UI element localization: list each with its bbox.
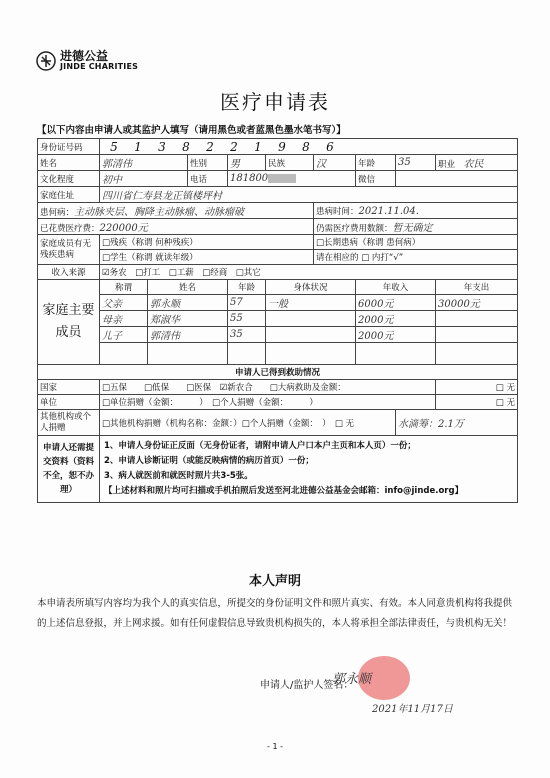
student-opt[interactable]: □学生（称谓 就读年级）: [100, 250, 314, 265]
application-table: [37, 138, 518, 503]
disabled-opt[interactable]: □残疾（称谓 何种残疾）: [100, 235, 314, 250]
name-value[interactable]: 郭清伟: [100, 155, 188, 171]
address-label: 家庭住址: [38, 187, 100, 203]
family-label: 家庭主要成员: [38, 280, 100, 365]
material-item: 1、申请人身份证正反面（无身份证者，请附申请人户口本户主页和本人页）一份；: [104, 441, 416, 451]
declaration-text: 本申请表所填写内容均为我个人的真实信息，所提交的身份证明文件和照片真实、有效。本人同意贵机构将我提供的上述信息登报，并上网求援。如有任何虚假信息导致贵机构损失的，本人将承担全部法律责任，与贵机构无关！: [37, 598, 513, 629]
aid-none[interactable]: □ 无: [436, 395, 518, 410]
family-row[interactable]: 母亲 郑淑华 55 2000元: [38, 311, 518, 327]
edu-value[interactable]: 初中: [100, 171, 188, 187]
gender-label: 性别: [188, 155, 228, 171]
family-row[interactable]: 儿子 郭清伟 35 2000元: [38, 327, 518, 343]
materials-list: [100, 436, 518, 503]
page-title: 医疗申请表: [220, 90, 330, 114]
income-src-label: 收入来源: [38, 265, 100, 280]
longterm-opt[interactable]: □长期患病（称谓 患何病）: [314, 235, 518, 250]
fam-col-income: 年收入: [356, 280, 436, 295]
materials-label: 申请人还需提交资料（资料不全，恕不办理）: [38, 436, 100, 503]
logo-en: JINDE CHARITIES: [60, 62, 139, 71]
aid-none[interactable]: □ 无: [436, 380, 518, 395]
aid-label: 其他机构或个人捐赠: [38, 410, 100, 436]
income-opts[interactable]: ☑务农 □打工 □工薪 □经商 □其它: [100, 265, 518, 280]
material-item: 3、病人就医前和就医时照片共3-5张。: [104, 471, 253, 481]
disabled-label: 家庭成员有无残疾患病: [38, 235, 100, 265]
edu-label: 文化程度: [38, 171, 100, 187]
logo-cn: 进德公益: [60, 49, 109, 63]
jiuzhu-note[interactable]: 水滴筹：2.1万: [396, 410, 518, 436]
signature-label: 申请人/监护人签名：: [260, 680, 354, 691]
age-label: 年龄: [356, 155, 396, 171]
tick-note: 请在相应的 □ 内打“√”: [314, 250, 518, 265]
family-row[interactable]: 父亲 郭永顺 57 一般 6000元 30000元: [38, 295, 518, 311]
wechat-value[interactable]: [396, 171, 518, 187]
jinde-logo-icon: [36, 51, 56, 71]
aid-title: 申请人已得到救助情况: [38, 365, 518, 380]
phone-label: 电话: [188, 171, 228, 187]
instruction-note: 【以下内容由申请人或其监护人填写（请用黑色或者蓝黑色墨水笔书写）】: [37, 125, 346, 136]
fam-col-age: 年龄: [228, 280, 266, 295]
disease-cell[interactable]: 患何病：主动脉夹层、胸降主动脉瘤、动脉瘤破: [38, 203, 314, 219]
phone-value[interactable]: 181800: [228, 171, 356, 187]
page-number: - 1 -: [267, 742, 283, 751]
wechat-label: 微信: [356, 171, 396, 187]
fam-col-health: 身体状况: [266, 280, 356, 295]
illness-cell[interactable]: 患病时间：2021.11.04.: [314, 203, 518, 219]
aid-opts[interactable]: □五保 □低保 □医保 ☑新农合 □大病救助及金额：: [100, 380, 436, 395]
address-value[interactable]: 四川省仁寿县龙正镇楼坪村: [100, 187, 518, 203]
age-value[interactable]: 35: [396, 155, 436, 171]
logo: [36, 50, 138, 71]
id-value[interactable]: 5 1 3 8 2 2 1 9 8 6: [100, 139, 518, 155]
material-item: 【上述材料和照片均可扫描或手机拍照后发送至河北进德公益基金会邮箱：info@jinde.org】: [104, 486, 464, 496]
ethnic-value[interactable]: 汉: [314, 155, 356, 171]
name-label: 姓名: [38, 155, 100, 171]
aid-opts[interactable]: □其他机构捐赠（机构名称：金额：）□个人捐赠（金额： ） □ 无: [100, 410, 396, 436]
fam-col-name: 姓名: [148, 280, 228, 295]
fam-col-expense: 年支出: [436, 280, 518, 295]
declaration-title: 本人声明: [248, 574, 301, 589]
aid-label: 国家: [38, 380, 100, 395]
family-row[interactable]: [38, 343, 518, 365]
job-cell[interactable]: 职业 农民: [436, 155, 518, 171]
spent-cell[interactable]: 已花费医疗费：220000元: [38, 219, 314, 235]
fam-col-rel: 称谓: [100, 280, 148, 295]
material-item: 2、申请人诊断证明（或能反映病情的病历首页）一份；: [104, 456, 314, 466]
aid-opts[interactable]: □单位捐赠（金额： ） □个人捐赠（金额： ）: [100, 395, 436, 410]
id-label: 身份证号码: [38, 139, 100, 155]
gender-value[interactable]: 男: [228, 155, 266, 171]
need-cell[interactable]: 仍需医疗费用数额：暂无确定: [314, 219, 518, 235]
signature-date[interactable]: 2021年11月17日: [372, 704, 453, 715]
signature-value[interactable]: 郭永顺: [332, 672, 372, 687]
ethnic-label: 民族: [266, 155, 314, 171]
aid-label: 单位: [38, 395, 100, 410]
